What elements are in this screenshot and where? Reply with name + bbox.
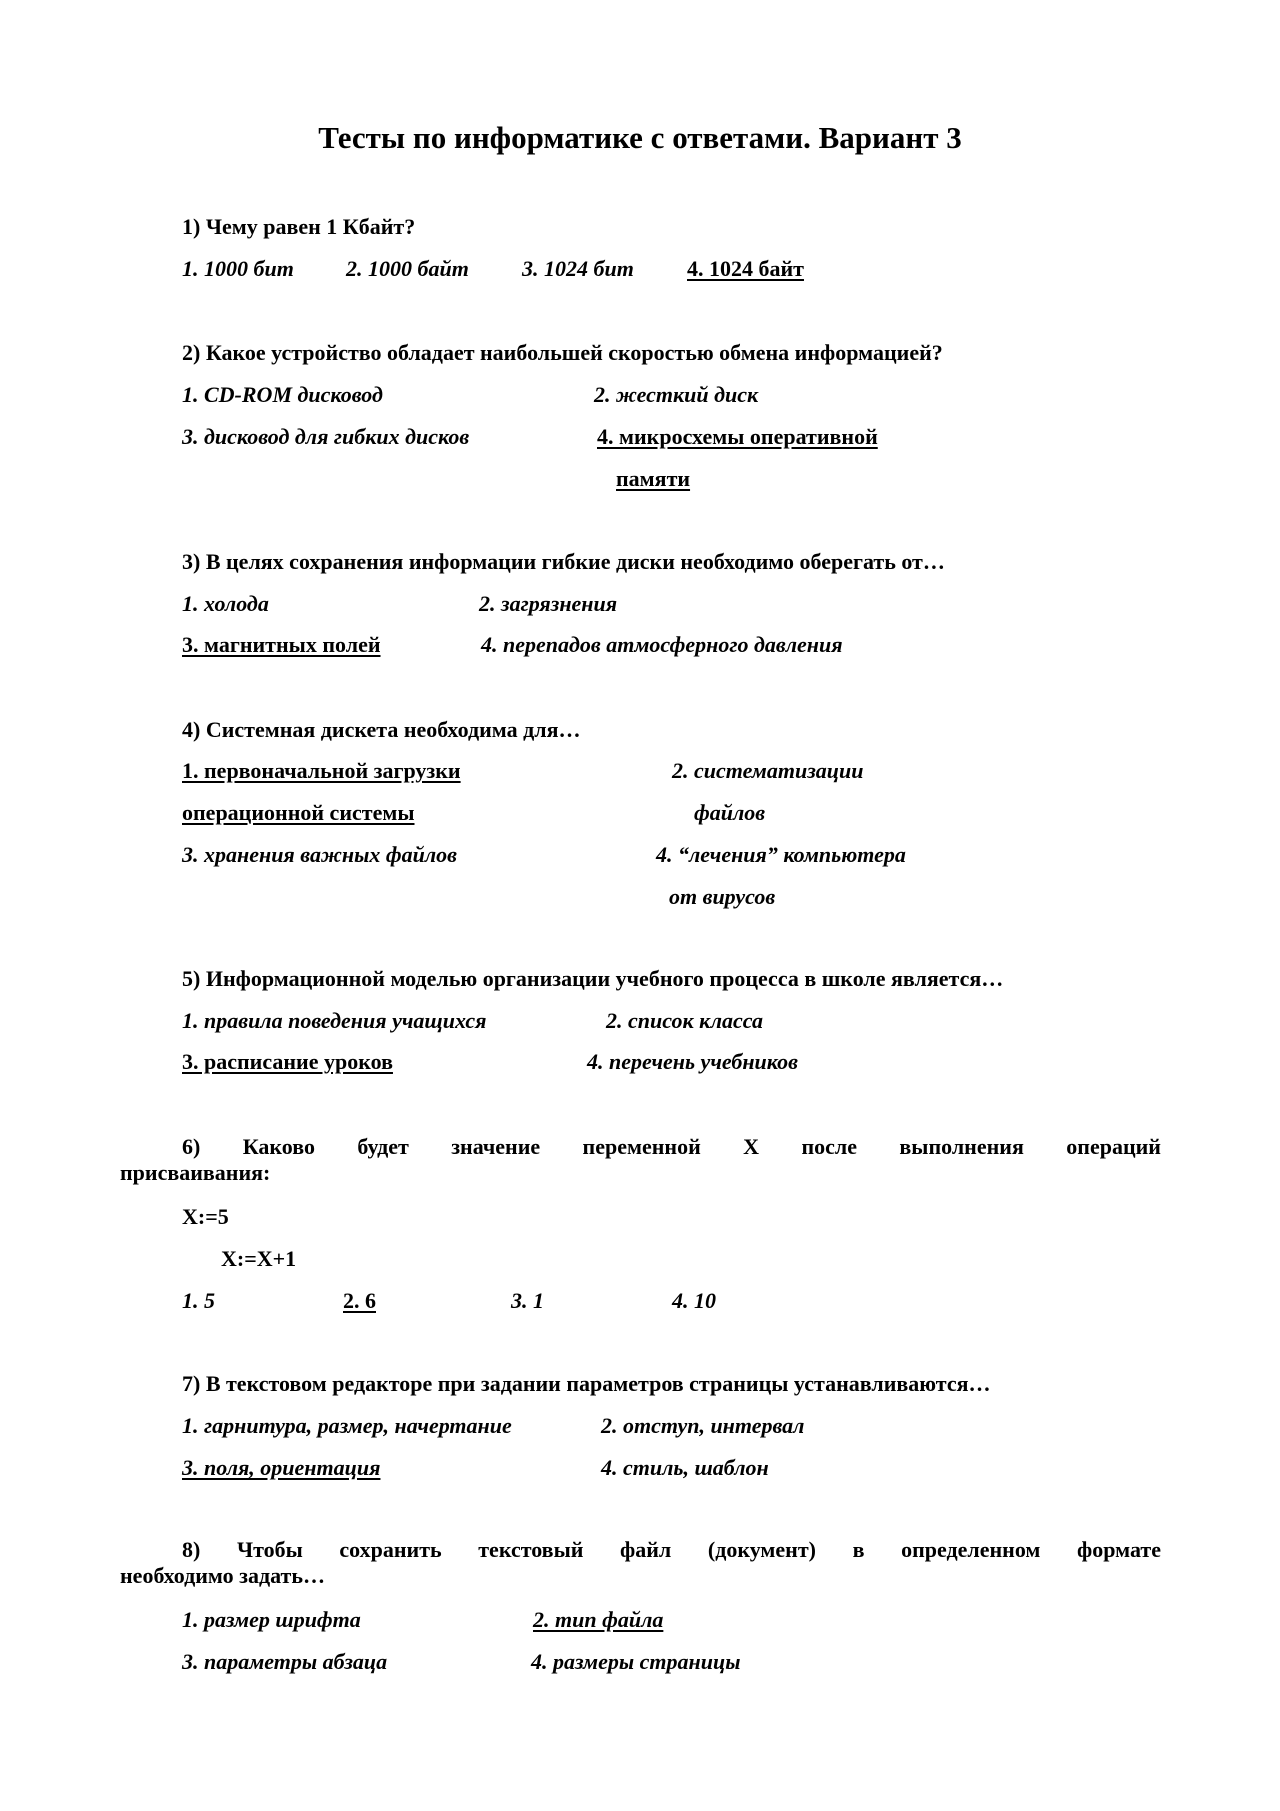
question-6-text-line-2: присваивания: (120, 1160, 271, 1185)
question-4-text: 4) Системная дискета необходима для… (182, 717, 581, 742)
q8-word: (документ) (707, 1537, 816, 1562)
q7-answer-4: 4. стиль, шаблон (601, 1455, 769, 1480)
q1-answer-4-correct: 4. 1024 байт (687, 256, 804, 281)
q2-answer-4-correct: 4. микросхемы оперативной (597, 424, 878, 449)
page-title: Тесты по информатике с ответами. Вариант 3 (318, 120, 962, 155)
q8-word: формате (1077, 1537, 1161, 1562)
q1-answer-3: 3. 1024 бит (522, 256, 634, 281)
q3-answer-4: 4. перепадов атмосферного давления (481, 632, 843, 657)
q5-answer-2: 2. список класса (606, 1008, 763, 1033)
question-6-text-line-1 (182, 1133, 1161, 1161)
q8-answer-2-correct: 2. тип файла (533, 1607, 664, 1632)
q1-answer-2: 2. 1000 байт (346, 256, 469, 281)
q4-answer-2: 2. систематизации (672, 758, 864, 783)
q6-answer-1: 1. 5 (182, 1288, 215, 1313)
q6-word: Каково (242, 1134, 315, 1159)
q6-word: будет (357, 1134, 409, 1159)
q8-word: определенном (901, 1537, 1041, 1562)
q2-answer-4-continuation: памяти (616, 466, 691, 491)
q6-word: после (801, 1134, 857, 1159)
q2-answer-2: 2. жесткий диск (594, 382, 759, 407)
q8-word: 8) (182, 1537, 201, 1562)
q4-answer-2-continuation: файлов (694, 800, 766, 825)
q4-answer-4-continuation: от вирусов (669, 884, 776, 909)
q8-word: Чтобы (236, 1537, 303, 1562)
q2-answer-3: 3. дисковод для гибких дисков (182, 424, 470, 449)
q8-word: сохранить (339, 1537, 442, 1562)
q8-word: в (852, 1537, 865, 1562)
q7-answer-2: 2. отступ, интервал (601, 1413, 805, 1438)
q4-answer-4: 4. “лечения” компьютера (656, 842, 906, 867)
q6-answer-3: 3. 1 (511, 1288, 544, 1313)
q5-answer-3-correct: 3. расписание уроков (182, 1049, 393, 1074)
q8-answer-1: 1. размер шрифта (182, 1607, 361, 1632)
question-3-text: 3) В целях сохранения информации гибкие диски необходимо оберегать от… (182, 549, 945, 574)
q5-answer-4: 4. перечень учебников (587, 1049, 798, 1074)
question-8-text-line-1 (182, 1536, 1161, 1564)
q6-code-line-1: X:=5 (182, 1204, 229, 1229)
question-7-text: 7) В текстовом редакторе при задании параметров страницы устанавливаются… (182, 1371, 991, 1396)
q3-answer-1: 1. холода (182, 591, 269, 616)
question-5-text: 5) Информационной моделью организации учебного процесса в школе является… (182, 966, 1004, 991)
question-8-text-line-2: необходимо задать… (120, 1563, 325, 1588)
q6-code-line-2: X:=X+1 (221, 1246, 297, 1271)
q5-answer-1: 1. правила поведения учащихся (182, 1008, 487, 1033)
question-1-text: 1) Чему равен 1 Кбайт? (182, 214, 416, 239)
q6-answer-4: 4. 10 (672, 1288, 716, 1313)
q1-answer-1: 1. 1000 бит (182, 256, 294, 281)
q6-word: выполнения (899, 1134, 1024, 1159)
q6-word: значение (451, 1134, 541, 1159)
q4-answer-1-continuation: операционной системы (182, 800, 415, 825)
q7-answer-3-correct: 3. поля, ориентация (182, 1455, 381, 1480)
q6-word: 6) (182, 1134, 201, 1159)
q6-word: X (743, 1134, 760, 1159)
q7-answer-1: 1. гарнитура, размер, начертание (182, 1413, 512, 1438)
q6-word: операций (1066, 1134, 1161, 1159)
q8-word: файл (620, 1537, 672, 1562)
q3-answer-2: 2. загрязнения (479, 591, 618, 616)
q2-answer-1: 1. CD-ROM дисковод (182, 382, 383, 407)
q8-word: текстовый (478, 1537, 584, 1562)
q3-answer-3-correct: 3. магнитных полей (182, 632, 381, 657)
q8-answer-3: 3. параметры абзаца (182, 1649, 388, 1674)
q6-answer-2-correct: 2. 6 (343, 1288, 376, 1313)
q4-answer-3: 3. хранения важных файлов (182, 842, 457, 867)
q4-answer-1-correct: 1. первоначальной загрузки (182, 758, 461, 783)
q8-answer-4: 4. размеры страницы (531, 1649, 741, 1674)
q6-word: переменной (582, 1134, 701, 1159)
question-2-text: 2) Какое устройство обладает наибольшей скоростью обмена информацией? (182, 340, 943, 365)
